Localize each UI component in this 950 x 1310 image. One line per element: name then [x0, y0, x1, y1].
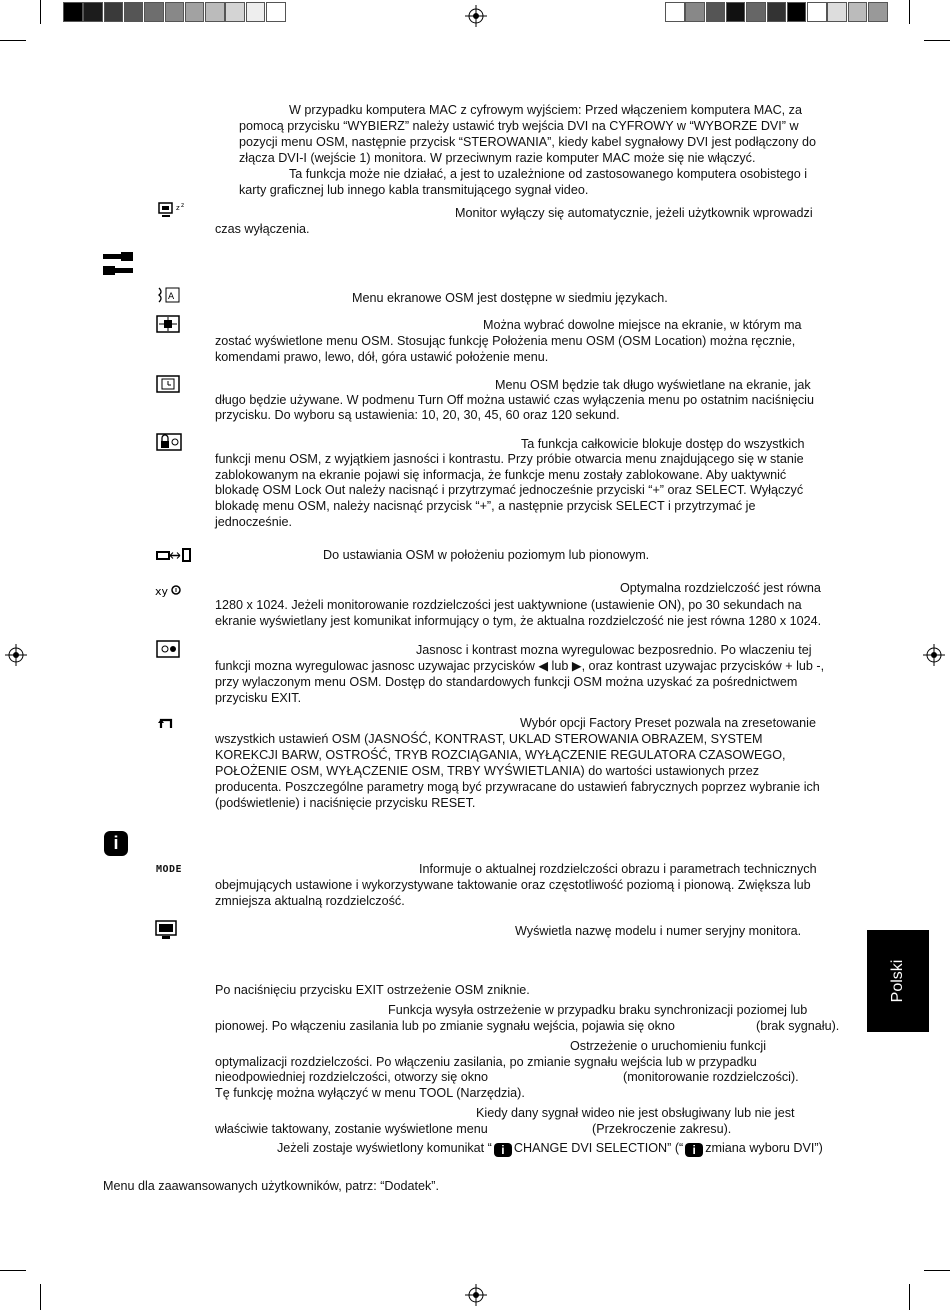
paragraph-line: obejmujących ustawione i wykorzystywane taktowanie oraz częstotliwość poziomą i pionową. Zwiększa lub: [215, 878, 811, 892]
paragraph-line: zostać wyświetlone menu OSM. Stosując funkcję Położenia menu OSM (OSM Location) można ręcznie,: [215, 334, 796, 348]
factory-preset-icon: [157, 714, 177, 732]
paragraph-line: długo będzie używane. W podmenu Turn Off można ustawić czas wyłączenia menu po ostatnim naciśnięciu: [215, 393, 814, 407]
svg-text:z: z: [176, 204, 180, 212]
crop-mark: [40, 1284, 41, 1310]
color-swatch: [787, 2, 807, 22]
information-icon: i: [104, 831, 128, 856]
paragraph-line: zablokowanym na ekranie pojawi się informacja, że funkcje menu zostały zablokowane. Aby uaktywnić: [215, 468, 787, 482]
paragraph-line: jednocześnie.: [215, 515, 293, 529]
color-swatch: [205, 2, 225, 22]
paragraph-line: optymalizacji rozdzielczości. Po włączeniu zasilania, po zmianie sygnału wejścia lub w przypadku: [215, 1055, 757, 1069]
color-swatch: [165, 2, 185, 22]
osm-lockout-icon: [156, 433, 182, 451]
paragraph-line: Do ustawiania OSM w położeniu poziomym lub pionowym.: [323, 548, 650, 562]
paragraph-line: Tę funkcję można wyłączyć w menu TOOL (Narzędzia).: [215, 1086, 525, 1100]
paragraph-line: Po naciśnięciu przycisku EXIT ostrzeżenie OSM zniknie.: [215, 983, 530, 997]
paragraph-line: Ta funkcja całkowicie blokuje dostęp do wszystkich: [521, 437, 805, 451]
color-swatch: [83, 2, 103, 22]
paragraph-line: (monitorowanie rozdzielczości).: [623, 1070, 799, 1084]
paragraph-line: Optymalna rozdzielczość jest równa: [620, 581, 821, 595]
text-fragment: Jeżeli zostaje wyświetlony komunikat “: [277, 1141, 492, 1155]
registration-mark-right: [923, 644, 945, 666]
paragraph-line: Kiedy dany sygnał wideo nie jest obsługiwany lub nie jest: [476, 1106, 795, 1120]
color-swatch: [868, 2, 888, 22]
hot-key-icon: [156, 640, 182, 658]
paragraph-line: pionowej. Po włączeniu zasilania lub po zmianie sygnału wejścia, pojawia się okno: [215, 1019, 675, 1033]
paragraph-line: Monitor wyłączy się automatycznie, jeżeli użytkownik wprowadzi: [455, 206, 813, 220]
paragraph-line: Wyświetla nazwę modelu i numer seryjny monitora.: [515, 924, 802, 938]
svg-text:z: z: [181, 202, 185, 209]
color-swatch: [827, 2, 847, 22]
color-swatch: [124, 2, 144, 22]
color-swatch: [185, 2, 205, 22]
paragraph-line: Ta funkcja może nie działać, a jest to uzależnione od zastosowanego komputera osobistego i: [289, 167, 808, 181]
language-tab-label: Polski: [889, 959, 906, 1003]
right-arrow-icon: ▶: [571, 659, 582, 673]
display-mode-icon: MODE: [156, 864, 183, 875]
color-swatch: [246, 2, 266, 22]
color-swatch: [685, 2, 705, 22]
text-fragment: funkcji mozna wyregulowac jasnosc uzywajac przycisków: [215, 659, 539, 673]
paragraph-line: W przypadku komputera MAC z cyfrowym wyjściem: Przed włączeniem komputera MAC, za: [289, 103, 802, 117]
color-swatch: [225, 2, 245, 22]
osm-rotation-icon: [156, 548, 192, 562]
paragraph-line: blokadę menu OSM, należy nacisnąć przycisk “+”, a następnie przycisk SELECT i przytrzymać je: [215, 499, 756, 513]
paragraph-line: blokadę OSM Lock Out należy nacisnąć i przytrzymać jednocześnie przyciski “+” oraz SELECT. Wyłączyć: [215, 483, 804, 497]
osm-turnoff-icon: [156, 375, 180, 393]
paragraph-line: pomocą przycisku “WYBIERZ” należy ustawić tryb wejścia DVI na CYFROWY w “WYBORZE DVI” w: [239, 119, 799, 133]
paragraph-line: Menu OSM będzie tak długo wyświetlane na ekranie, jak: [495, 378, 811, 392]
text-fragment: , oraz kontrast uzywajac przycisków + lub -,: [581, 659, 825, 673]
tools-icon: [103, 252, 135, 276]
crop-mark: [909, 1284, 910, 1310]
color-swatch: [726, 2, 746, 22]
paragraph-line: właściwie taktowany, zostanie wyświetlone menu: [215, 1122, 488, 1136]
paragraph-line: przy wylaczonym menu OSM. Dostęp do standardowych funkcji OSM można uzyskać za pośrednictwem: [215, 675, 798, 689]
crop-mark: [0, 40, 26, 41]
crop-mark: [924, 1270, 950, 1271]
language-tab: [867, 930, 929, 1032]
paragraph-line: producenta. Poszczególne parametry mogą być przywracane do ustawień fabrycznych poprzez wybranie ich: [215, 780, 820, 794]
information-icon: i: [494, 1143, 512, 1157]
crop-mark: [909, 0, 910, 24]
svg-text:A: A: [168, 292, 175, 302]
color-swatch: [266, 2, 286, 22]
color-swatch: [104, 2, 124, 22]
monitor-info-icon: [155, 920, 179, 940]
registration-mark-top: [465, 5, 487, 27]
text-fragment: zmiana wyboru DVI”): [705, 1141, 823, 1155]
paragraph-line: ekranie wyświetlany jest komunikat informujący o tym, że aktualna rozdzielczość nie jest równa 1280 x 1024.: [215, 614, 822, 628]
color-swatch: [746, 2, 766, 22]
registration-mark-left: [5, 644, 27, 666]
paragraph-line: przycisku EXIT.: [215, 691, 302, 705]
color-swatch: [144, 2, 164, 22]
text-fragment: CHANGE DVI SELECTION” (“: [513, 1141, 684, 1155]
paragraph-line: Informuje o aktualnej rozdzielczości obrazu i parametrach technicznych: [419, 862, 817, 876]
paragraph-line: karty graficznej lub innego kabla transmitującego sygnał video.: [239, 183, 589, 197]
paragraph-line: komendami prawo, lewo, dół, góra ustawić położenie menu.: [215, 350, 549, 364]
paragraph-line: wszystkich ustawień OSM (JASNOŚĆ, KONTRAST, UKLAD STEROWANIA OBRAZEM, SYSTEM: [215, 732, 763, 746]
color-swatch: [665, 2, 685, 22]
paragraph-line: Jasnosc i kontrast mozna wyregulowac bezposrednio. Po wlaczeniu tej: [416, 643, 812, 657]
color-swatch: [706, 2, 726, 22]
crop-mark: [0, 1270, 26, 1271]
color-swatch: [63, 2, 83, 22]
paragraph-line: [215, 658, 824, 674]
color-swatch: [767, 2, 787, 22]
paragraph-line: Można wybrać dowolne miejsce na ekranie, w którym ma: [483, 318, 802, 332]
color-swatch: [848, 2, 868, 22]
footer-note: Menu dla zaawansowanych użytkowników, patrz: “Dodatek”.: [103, 1179, 439, 1193]
paragraph-line: czas wyłączenia.: [215, 222, 310, 236]
paragraph-line: (podświetlenie) i naciśnięcie przycisku RESET.: [215, 796, 476, 810]
power-save-icon: [158, 201, 188, 219]
paragraph-line: funkcji menu OSM, z wyjątkiem jasności i kontrastu. Przy próbie otwarcia menu znajdującego się w stanie: [215, 452, 804, 466]
information-icon: i: [685, 1143, 703, 1157]
paragraph-line: złącza DVI-I (wejście 1) monitora. W przeciwnym razie komputer MAC może się nie włączyć.: [239, 151, 756, 165]
paragraph-line: zmniejsza aktualną rozdzielczość.: [215, 894, 405, 908]
paragraph-line: POŁOŻENIE OSM, WYŁĄCZENIE OSM, TRBY WYŚWIETLANIA) do wartości ustawionych przez: [215, 764, 759, 778]
paragraph-line: Funkcja wysyła ostrzeżenie w przypadku braku synchronizacji poziomej lub: [388, 1003, 808, 1017]
paragraph-line: przycisku. Do wyboru są ustawienia: 10, 20, 30, 45, 60 oraz 120 sekund.: [215, 408, 620, 422]
paragraph-line: Wybór opcji Factory Preset pozwala na zresetowanie: [520, 716, 816, 730]
svg-text:xy: xy: [155, 585, 169, 598]
paragraph-line: 1280 x 1024. Jeżeli monitorowanie rozdzielczości jest uaktywnione (ustawienie ON), po 30 sekundach na: [215, 598, 802, 612]
paragraph-line: (brak sygnału).: [756, 1019, 840, 1033]
paragraph-line: pozycji menu OSM, następnie przycisk “STEROWANIA”, kiedy kabel sygnałowy DVI jest podłączony do: [239, 135, 816, 149]
paragraph-line: Menu ekranowe OSM jest dostępne w siedmiu językach.: [352, 291, 668, 305]
language-icon: [157, 286, 181, 304]
osm-position-icon: [156, 315, 180, 333]
left-arrow-icon: ◀: [538, 659, 549, 673]
paragraph-line: Ostrzeżenie o uruchomieniu funkcji: [570, 1039, 766, 1053]
color-swatch: [807, 2, 827, 22]
registration-mark-bottom: [465, 1284, 487, 1306]
paragraph-line: KOREKCJI BARW, OSTROŚĆ, TRYB ROZCIĄGANIA, WYŁĄCZENIE REGULATORA CZASOWEGO,: [215, 748, 786, 762]
paragraph-line: nieodpowiedniej rozdzielczości, otworzy się okno: [215, 1070, 489, 1084]
paragraph-line: (Przekroczenie zakresu).: [592, 1122, 732, 1136]
resolution-notifier-icon: [155, 582, 183, 598]
crop-mark: [924, 40, 950, 41]
paragraph-line: [277, 1140, 823, 1157]
text-fragment: lub: [548, 659, 572, 673]
crop-mark: [40, 0, 41, 24]
